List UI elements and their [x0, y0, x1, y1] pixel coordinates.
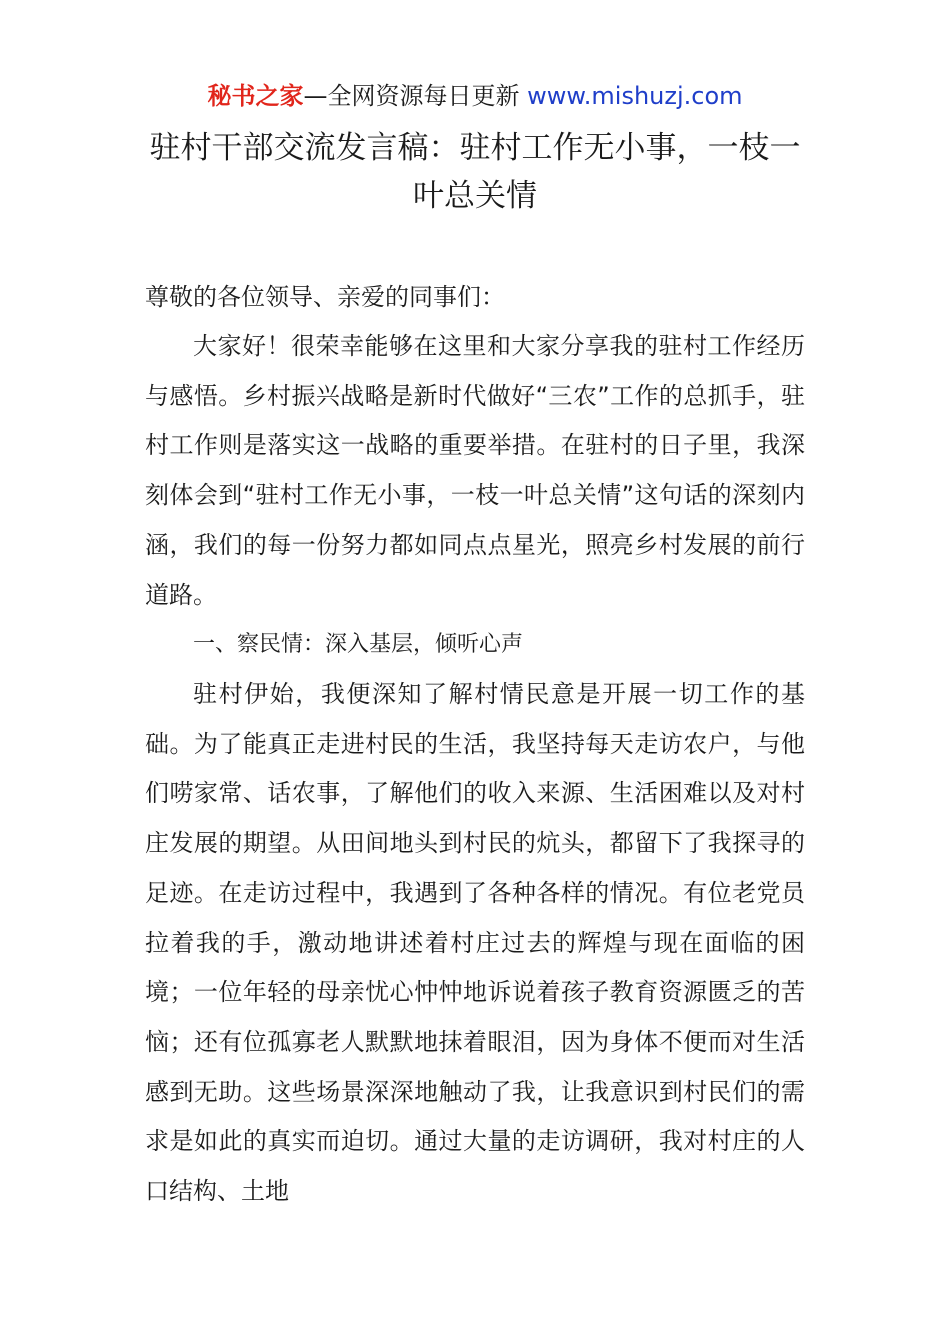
intro-paragraph: 大家好！很荣幸能够在这里和大家分享我的驻村工作经历与感悟。乡村振兴战略是新时代做好“三农”工作的总抓手，驻村工作则是落实这一战略的重要举措。在驻村的日子里，我深刻体会到“驻村工作无小事，一枝一叶总关情”这句话的深刻内涵，我们的每一份努力都如同点点星光，照亮乡村发展的前行道路。 — [145, 332, 805, 609]
section-1-paragraph: 驻村伊始，我便深知了解村情民意是开展一切工作的基础。为了能真正走进村民的生活，我坚持每天走访农户，与他们唠家常、话农事，了解他们的收入来源、生活困难以及对村庄发展的期望。从田间地头到村民的炕头，都留下了我探寻的足迹。在走访过程中，我遇到了各种各样的情况。有位老党员拉着我的手，激动地讲述着村庄过去的辉煌与现在面临的困境；一位年轻的母亲忧心忡忡地诉说着孩子教育资源匮乏的苦恼；还有位孤寡老人默默地抹着眼泪，因为身体不便而对生活感到无助。这些场景深深地触动了我，让我意识到村民们的需求是如此的真实而迫切。通过大量的走访调研，我对村庄的人口结构、土地 — [145, 680, 805, 1206]
salutation: 尊敬的各位领导、亲爱的同事们： — [145, 283, 505, 311]
site-tagline: —全网资源每日更新 — [303, 82, 520, 110]
site-brand: 秘书之家 — [207, 82, 304, 110]
site-url-link[interactable]: www.mishuzj.com — [527, 82, 743, 110]
site-header — [0, 80, 950, 112]
document-title: 驻村干部交流发言稿：驻村工作无小事，一枝一叶总关情 — [149, 130, 801, 214]
section-heading-1: 一、察民情：深入基层，倾听心声 — [193, 632, 524, 657]
